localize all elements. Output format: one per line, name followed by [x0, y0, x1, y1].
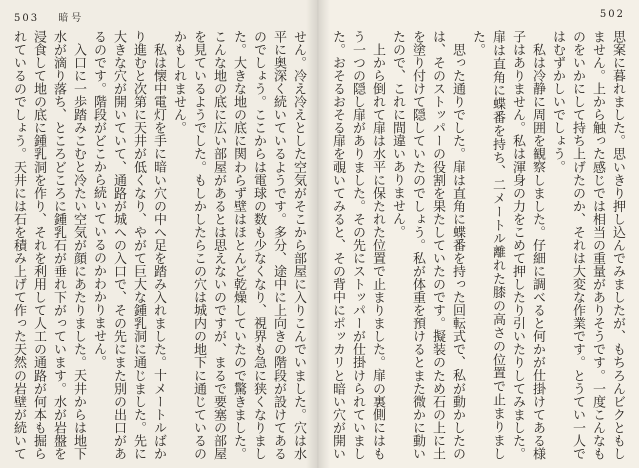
left-paragraph-2: 私は懐中電灯を手に暗い穴の中へ足を踏み入れました。十メートルばかり進むと次第に天井が低くなり、やがて巨大な鍾乳洞に通じました。先に大きな穴が開いていて、通路が城への入口で、その先にまた別の出口があるのです。階段がどこから続いているのかわかりません。 — [91, 30, 166, 460]
right-paragraph-1: 思案に暮れました。思いきり押し込んでみましたが、もちろんビクともしません。上から触った感じでは相当の重量がありそうです。一度こんなものをいかにして持ち上げたのか、それは大変な作業です。とうてい一人ではむずかしいでしょう。 — [550, 30, 625, 460]
right-paragraph-2: 私は冷静に周囲を観察しました。仔細に調べると何かが仕掛けてある様子はありません。私は渾身の力をこめて押したり引いたりしてみました。扉は直角に蝶番を持ち、二メートル離れた膝の高さの位置で止まりました。 — [470, 30, 545, 460]
right-page — [318, 0, 639, 468]
running-title: 暗号 — [58, 13, 85, 24]
right-page-body — [330, 30, 627, 460]
left-paragraph-1: せん。冷え冷えとした空気がそこから部屋に入りこんでいました。穴は水平に奥深く続いているようです。多分、途中に上向きの階段が設けてあるのでしょう。ここからは電球の数も少なくなり、視界も急に狭くなりました。大きな地の底に関わらず壁はほとんど乾燥していたので驚きました。こんな地の底に広い部屋があるとは思えないのですが、まるで要塞の部屋を見ているようでした。もしかしたらこの穴は城内の地下に通じているのかもしれません。 — [171, 30, 306, 460]
left-page-header — [14, 9, 84, 24]
left-page — [0, 0, 318, 468]
left-page-body — [10, 30, 308, 460]
right-paragraph-3: 思った通りでした。扉は直角に蝶番を持った回転式で、私が動かしたのは、そのストッパーの役割を果たしていたのです。擬装のため石の上に土を塗り付けて隠していたのでしょう。私が体重を預けるとまた微かに動いたので、これに間違いありません。 — [390, 30, 465, 460]
left-paragraph-3: 入口に一歩踏みこむと冷たい空気が顔にあたりました。天井からは地下水が滴り落ち、ところどころに鍾乳石が垂れ下がっています。水が岩盤を浸食して地の底に鍾乳洞を作り、それを利用して人工の通路が何本も掘られているのでしょう。天井には石を積み上げて作った天然の岩壁が続いて — [11, 30, 86, 460]
left-page-number: 503 — [14, 13, 40, 24]
right-page-header — [600, 9, 625, 20]
right-paragraph-4: 上から倒れて扉は水平に保たれた位置で止まりました。扉の裏側にはもう一つの隠し扉がありました。その先にストッパーが仕掛けられていました。おそるおそる扉を覗いてみると、その背中にポッカリと暗い穴が開い — [330, 30, 385, 460]
right-page-number: 502 — [599, 9, 625, 20]
